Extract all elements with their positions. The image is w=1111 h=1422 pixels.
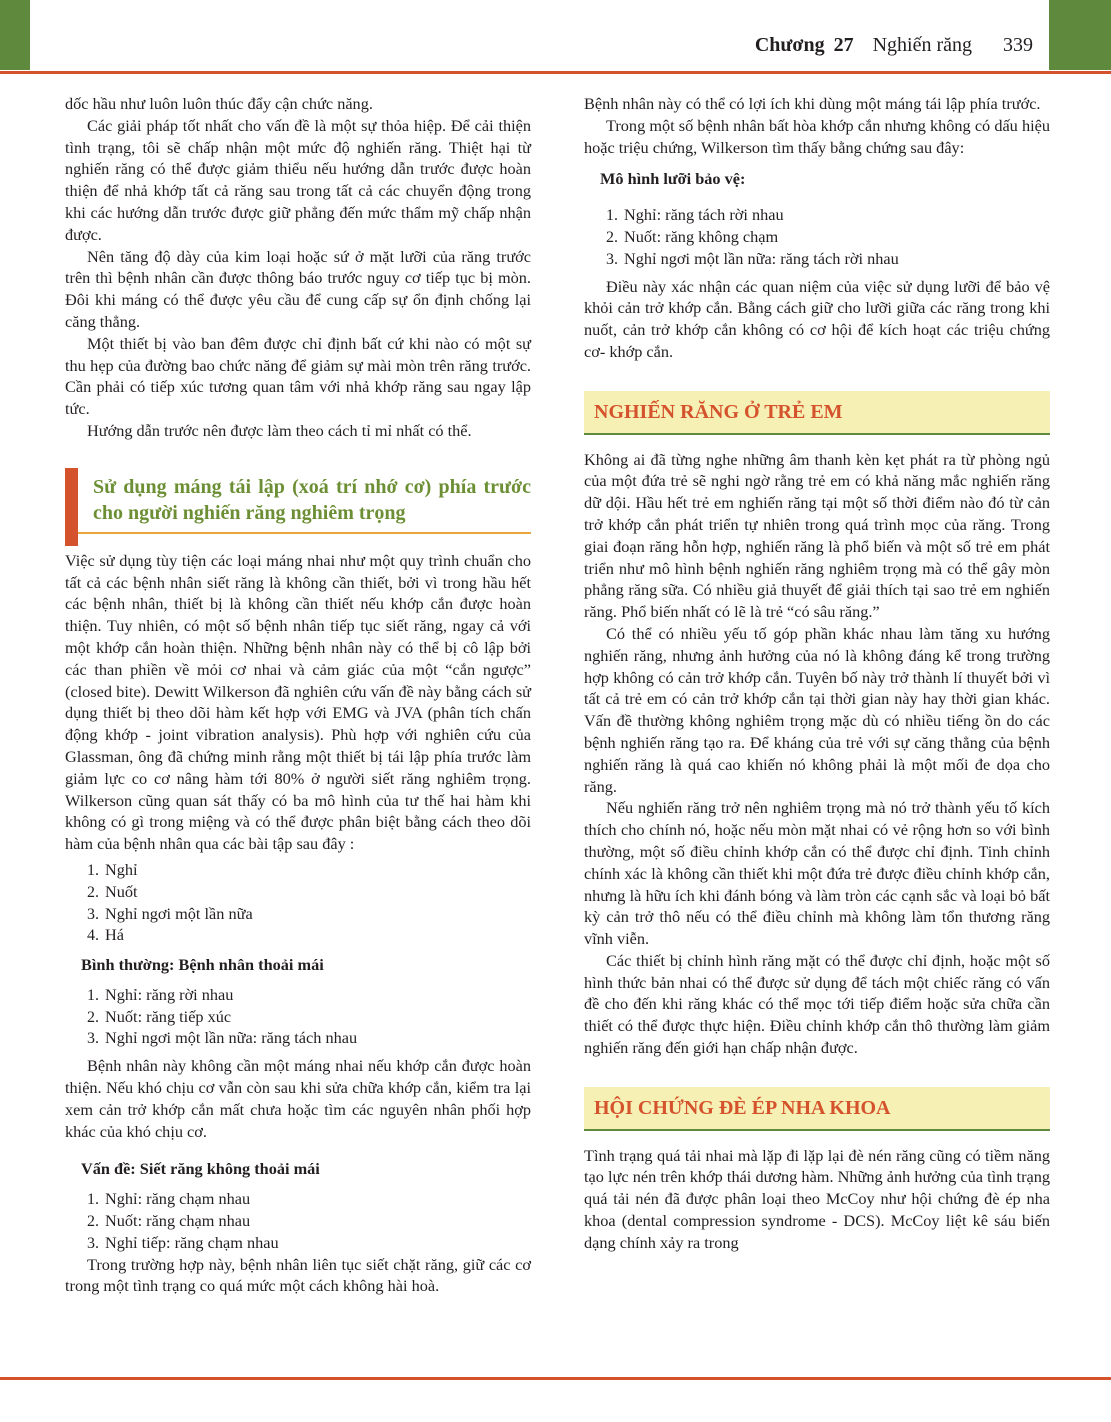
tongue-list <box>584 204 1050 269</box>
right-column <box>584 93 1050 1254</box>
section-heading-children <box>584 391 1050 435</box>
paragraph: Tình trạng quá tải nhai mà lặp đi lặp lại đè nén răng cũng có tiềm năng tạo lực nén trên khớp thái dương hàm. Những ảnh hưởng của tình trạng quá tải nén đã được phân loại theo McCoy như hội chứng đè ép nha khoa (dental compression syndrome - DCS). McCoy liệt kê sáu biến dạng chính xảy ra trong <box>584 1145 1050 1252</box>
paragraph: Hướng dẫn trước nên được làm theo cách tỉ mỉ nhất có thể. <box>87 420 472 440</box>
list-item: 2. Nuốt: răng tiếp xúc <box>103 1006 531 1028</box>
section-title: Sử dụng máng tái lập (xoá trí nhớ cơ) phía trước cho người nghiến răng nghiêm trọng <box>93 475 531 524</box>
list-item: 1. Nghỉ: răng chạm nhau <box>103 1188 531 1210</box>
chapter-title: Nghiến răng <box>872 34 972 56</box>
running-header <box>755 34 1033 57</box>
paragraph: Điều này xác nhận các quan niệm của việc sử dụng lưỡi để bảo vệ khỏi cản trở khớp cắn. Bằng cách giữ cho lưỡi giữa các răng trong khi nuốt, cản trở khớp cắn không có cơ hội để kích hoạt các triệu chứng cơ- khớp cắn. <box>584 276 1050 361</box>
paragraph: Không ai đã từng nghe những âm thanh kèn kẹt phát ra từ phòng ngủ của một đứa trẻ sẽ nghi ngờ rằng trẻ em có khả năng mắc nghiến răng dữ dội. Hầu hết trẻ em nghiến răng tại một số thời điểm nào đó từ cản trở khớp cắn phát triển tự nhiên trong quá trình mọc của răng. Trong giai đoạn răng hỗn hợp, nghiến răng là phổ biến và một số trẻ em phát triển như mô hình bệnh nghiến răng nghiêm trọng mà có thể gây mòn phẳng răng sữa. Có nhiều giả thuyết để giải thích tại sao trẻ em nghiến răng. Phổ biến nhất có lẽ là trẻ “có sâu răng.” <box>584 449 1050 622</box>
section-title: NGHIẾN RĂNG Ở TRẺ EM <box>594 400 843 423</box>
list-item: 1. Nghỉ: răng tách rời nhau <box>622 204 1050 226</box>
list-item: 4. Há <box>103 924 531 946</box>
paragraph: Nên tăng độ dày của kim loại hoặc sứ ở mặt lưỡi của răng trước trên thì bệnh nhân cần được thông báo trước nguy cơ tiếp tục bị mòn. Đôi khi máng có thể được yêu cầu để cung cấp sự ổn định chống lại căng thẳng. <box>65 246 531 331</box>
list-item: 2. Nuốt: răng không chạm <box>622 226 1050 248</box>
list-item: 3. Nghỉ ngơi một lần nữa <box>103 903 531 925</box>
list-item: 3. Nghỉ ngơi một lần nữa: răng tách rời nhau <box>622 248 1050 270</box>
list-item: 2. Nuốt: răng chạm nhau <box>103 1210 531 1232</box>
section-title: HỘI CHỨNG ĐÈ ÉP NHA KHOA <box>594 1096 891 1119</box>
paragraph: Nếu nghiến răng trở nên nghiêm trọng mà nó trở thành yếu tố kích thích cho chính nó, hoặc nếu mòn mặt nhai có vẻ rộng hơn so với bình thường, một số điều chỉnh khớp cắn có thể được chỉ định. Tinh chỉnh chính xác là không cần thiết khi một đứa trẻ được điều chỉnh khớp cắn, nhưng là hữu ích khi đánh bóng và làm tròn các cạnh sắc và loại bỏ bất kỳ cản trở thô nếu có thể điều chỉnh mà không làm tổn thương răng vĩnh viễn. <box>584 798 1050 949</box>
chapter-corner-tab <box>1049 0 1111 70</box>
paragraph: Bệnh nhân này có thể có lợi ích khi dùng một máng tái lập phía trước. <box>584 94 1041 113</box>
page-number: 339 <box>1003 34 1033 56</box>
subheading-problem: Vấn đề: Siết răng không thoải mái <box>81 1159 320 1179</box>
left-column <box>65 93 531 1297</box>
section-heading-box <box>65 468 531 534</box>
paragraph: Các thiết bị chỉnh hình răng mặt có thể được chỉ định, hoặc một số hình thức bản nhai có thể được sử dụng để tách một chiếc răng có vấn đề cho đến khi răng khác có thể mọc tới tiếp điểm hoặc sửa chữa cần thiết có thể được thực hiện. Điều chỉnh khớp cắn thô thường làm giảm nghiến răng đến giới hạn chấp nhận được. <box>584 950 1050 1058</box>
paragraph: Trong một số bệnh nhân bất hòa khớp cắn nhưng không có dấu hiệu hoặc triệu chứng, Wilkerson tìm thấy bằng chứng sau đây: <box>584 115 1050 157</box>
list-item: 3. Nghỉ tiếp: răng chạm nhau <box>103 1232 531 1254</box>
subheading-tongue: Mô hình lưỡi bảo vệ: <box>600 169 746 189</box>
paragraph: Trong trường hợp này, bệnh nhân liên tục siết chặt răng, giữ các cơ trong một tình trạng co quá mức một cách không hài hoà. <box>65 1254 531 1296</box>
paragraph: Các giải pháp tốt nhất cho vấn đề là một sự thỏa hiệp. Để cải thiện tình trạng, tôi sẽ chấp nhận một mức độ nghiến răng. Thiệt hại từ nghiến răng có thể được giảm thiểu nếu hướng dẫn trước được hoàn thiện để nhả khớp tất cả răng sau trong tất cả các chuyển động trong khi các hướng dẫn trước được giữ phẳng đến mức thẩm mỹ chấp nhận được. <box>65 115 531 244</box>
paragraph: Một thiết bị vào ban đêm được chỉ định bất cứ khi nào có một sự thu hẹp của đường bao chức năng để giảm sự mài mòn trên răng trước. Cần phải có tiếp xúc tương quan tâm với nhả khớp răng sau ngay lập tức. <box>65 333 531 419</box>
section-heading-compression <box>584 1087 1050 1131</box>
list-item: 2. Nuốt <box>103 881 531 903</box>
footer-rule <box>0 1377 1111 1380</box>
list-item: 1. Nghỉ: răng rời nhau <box>103 984 531 1006</box>
list-item: 1. Nghỉ <box>103 859 531 881</box>
paragraph: Bệnh nhân này không cần một máng nhai nếu khớp cắn được hoàn thiện. Nếu khó chịu cơ vẫn còn sau khi sửa chữa khớp cắn, kiểm tra lại xem cản trở khớp cắn mất chưa hoặc tìm các nguyên nhân phối hợp khác của khó chịu cơ. <box>65 1056 531 1141</box>
paragraph: Có thể có nhiều yếu tố góp phần khác nhau làm tăng xu hướng nghiến răng, nhưng ảnh hưởng của nó là không đáng kể trong trường hợp không có cản trở khớp cắn. Tuyên bố này trở thành lí thuyết bởi vì tất cả trẻ em có cản trở khớp cắn tại thời gian này hay thời gian khác. Vấn đề thường không nghiêm trọng mặc dù có nhiều tiếng ồn do các bệnh nghiến răng tạo ra. Để kháng của trẻ với sự căng thẳng của bệnh nghiến răng là quá cao khiến nó không phải là một mối đe dọa cho răng. <box>584 623 1050 796</box>
subheading-normal: Bình thường: Bệnh nhân thoải mái <box>81 955 324 975</box>
normal-list <box>65 984 531 1049</box>
list-item: 3. Nghỉ ngơi một lần nữa: răng tách nhau <box>103 1027 531 1049</box>
header-rule <box>0 71 1111 74</box>
chapter-word: Chương <box>754 34 825 56</box>
paragraph: dốc hầu như luôn luôn thúc đẩy cận chức năng. <box>65 94 373 113</box>
section-accent-bar <box>65 468 78 546</box>
edge-tab <box>0 0 30 70</box>
chapter-number: 27 <box>833 34 854 56</box>
paragraph: Việc sử dụng tùy tiện các loại máng nhai như một quy trình chuẩn cho tất cả các bệnh nhân siết răng là không cần thiết, bởi vì trong hầu hết các bệnh nhân, thiết bị là không cần thiết nếu khớp cắn được hoàn thiện. Tuy nhiên, có một số bệnh nhân tiếp tục siết răng, ngay cả với một khớp cắn hoàn thiện. Những bệnh nhân này có thể bị cô lập bởi các than phiền về mỏi cơ nhai và cảm giác của một “cắn ngược” (closed bite). Dewitt Wilkerson đã nghiên cứu vấn đề này bằng cách sử dụng thiết bị theo dõi hàm kết hợp với EMG và JVA (phân tích chấn động khớp - joint vibration analysis). Phù hợp với nghiên cứu của Glassman, ông đã chứng minh rằng một thiết bị tái lập phía trước làm giảm lực co cơ nâng hàm tới 80% ở người siết răng nghiêm trọng. Wilkerson cũng quan sát thấy có ba mô hình của tư thế hai hàm khi không có gì trong miệng và có thể được phân biệt bằng cách theo dõi hàm của bệnh nhân qua các bài tập sau đây : <box>65 550 531 854</box>
problem-list <box>65 1188 531 1253</box>
exercise-list <box>65 859 531 946</box>
